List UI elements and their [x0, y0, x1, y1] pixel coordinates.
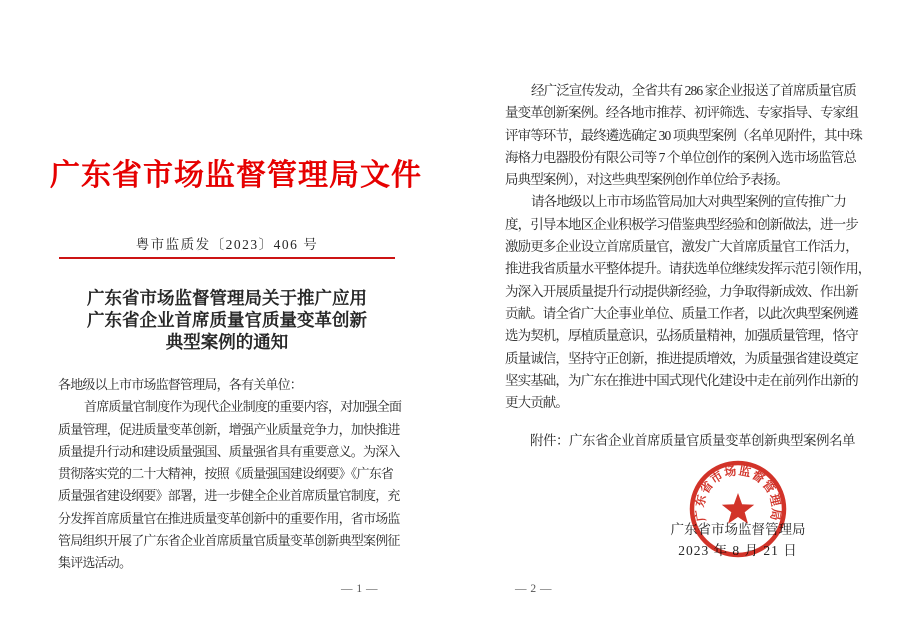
body-line: 管局组织开展了广东省企业首席质量官质量变革创新典型案例征: [58, 533, 400, 549]
body-line: 度，引导本地区企业积极学习借鉴典型经验和创新做法，进一步: [505, 216, 858, 232]
page1-body: [58, 374, 402, 575]
body-line: 为深入开展质量提升行动提供新经验，力争取得新成效、作出新: [505, 283, 858, 299]
page2-number: — 2 —: [515, 583, 552, 595]
seal-star-icon: [722, 493, 754, 524]
document-number: 粤市监质发〔2023〕406 号: [135, 237, 319, 252]
body-line: 量变革创新案例。经各地市推荐、初评筛选、专家指导、专家组: [505, 105, 858, 121]
page2-body: [505, 80, 871, 414]
headline-line: 典型案例的通知: [165, 332, 289, 352]
headline-line: 广东省市场监督管理局关于推广应用: [87, 288, 367, 308]
headline-line: 广东省企业首席质量官质量变革创新: [87, 310, 367, 330]
body-line: 首席质量官制度作为现代企业制度的重要内容，对加强全面: [84, 399, 402, 415]
salutation: 各地级以上市市场监督管理局，各有关单位：: [58, 377, 303, 392]
body-line: 推进我省质量水平整体提升。请获选单位继续发挥示范引领作用，: [505, 261, 871, 277]
page1-number: — 1 —: [341, 583, 378, 595]
red-divider-line: [59, 257, 395, 259]
document-headline: [28, 287, 426, 353]
attachment-line: 附件：广东省企业首席质量官质量变革创新典型案例名单: [530, 433, 855, 448]
body-line: 质量管理，促进质量变革创新，增强产业质量竞争力，加快推进: [58, 421, 400, 437]
body-line: 质量提升行动和建设质量强国、质量强省具有重要意义。为深入: [58, 443, 400, 459]
signature-org: 广东省市场监督管理局: [670, 522, 806, 537]
body-line: 选为契机，厚植质量意识，弘扬质量精神，加强质量管理，恪守: [505, 328, 858, 344]
body-line: 请各地级以上市市场监管局加大对典型案例的宣传推广力: [531, 194, 846, 210]
body-line: 分发挥首席质量官在推进质量变革创新中的重要作用，省市场监: [58, 510, 400, 526]
body-line: 集评选活动。: [58, 555, 132, 571]
issuing-org-title: 广东省市场监督管理局文件: [50, 159, 422, 192]
body-line: 贯彻落实党的二十大精神，按照《质量强国建设纲要》《广东省: [58, 466, 394, 482]
official-seal: [687, 458, 791, 562]
body-line: 坚实基础，为广东在推进中国式现代化建设中走在前列作出新的: [505, 372, 858, 388]
body-line: 海格力电器股份有限公司等 7 个单位创作的案例入选市场监管总: [505, 149, 856, 165]
body-line: 经广泛宣传发动，全省共有 286 家企业报送了首席质量官质: [531, 83, 856, 98]
body-line: 质量诚信，坚持守正创新，推进提质增效，为质量强省建设奠定: [505, 350, 858, 366]
body-line: 局典型案例），对这些典型案例创作单位给予表扬。: [505, 172, 789, 188]
seal-arc-text: 广东省市场监督管理局: [692, 463, 784, 523]
signature-date: 2023 年 8 月 21 日: [678, 543, 798, 558]
body-line: 贡献。请全省广大企事业单位、质量工作者，以此次典型案例遴: [505, 305, 858, 321]
body-line: 质量强省建设纲要》部署，进一步健全企业首席质量官制度，充: [58, 488, 400, 504]
body-line: 评审等环节，最终遴选确定 30 项典型案例（名单见附件，其中珠: [505, 127, 862, 143]
body-line: 更大贡献。: [505, 395, 568, 411]
body-line: 激励更多企业设立首席质量官，激发广大首席质量官工作活力，: [505, 239, 858, 255]
